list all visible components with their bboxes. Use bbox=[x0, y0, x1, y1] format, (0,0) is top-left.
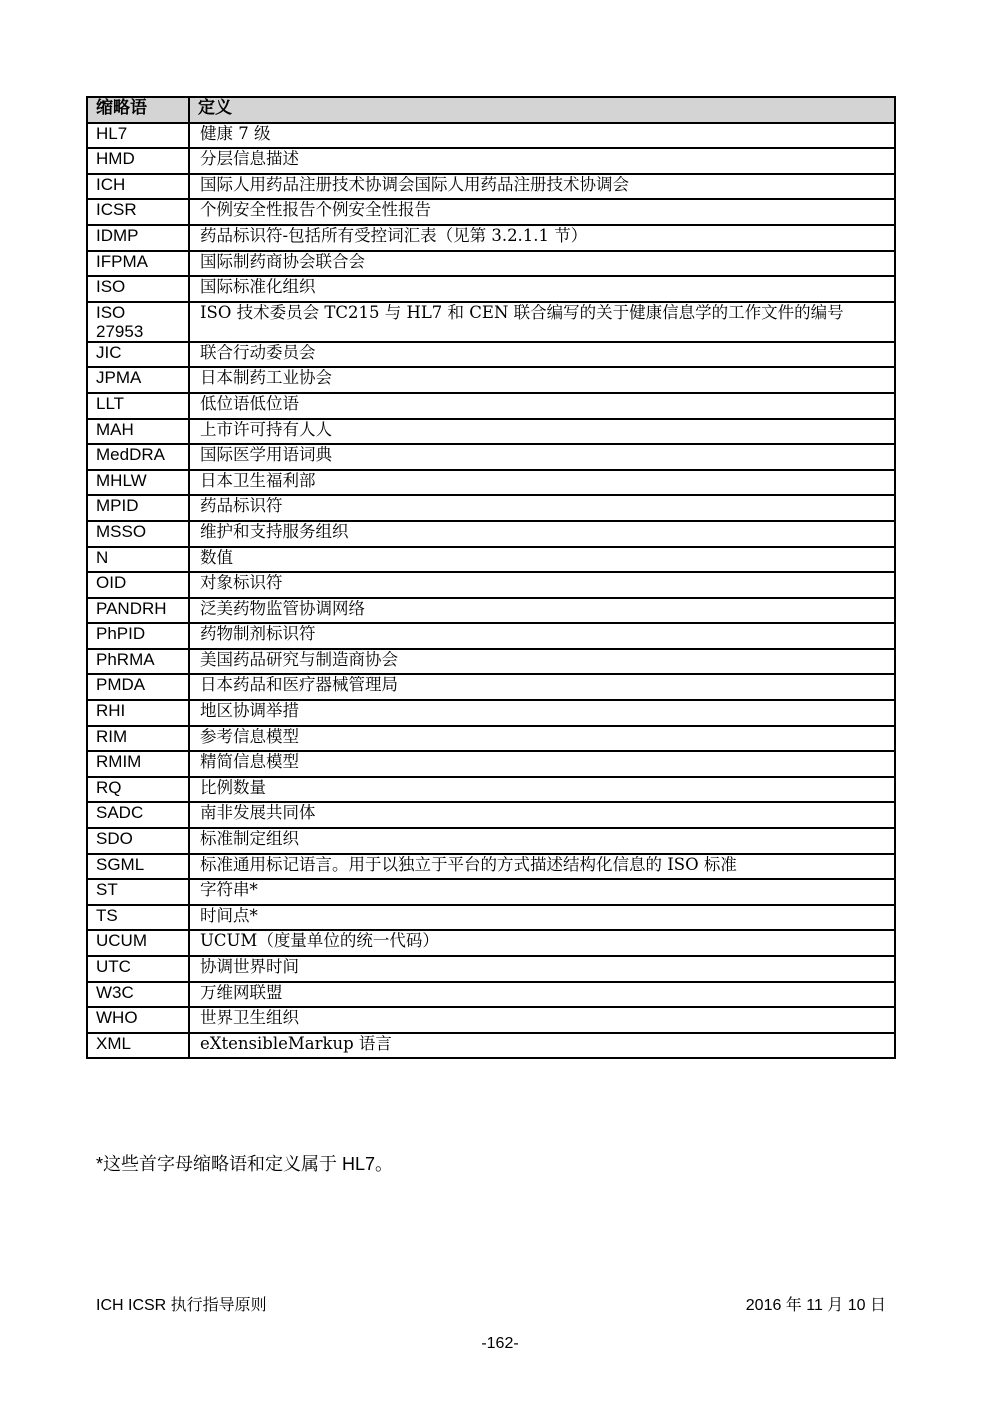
table-row bbox=[87, 700, 895, 726]
abbreviation-cell: PMDA bbox=[87, 674, 189, 700]
abbreviation-cell: ICH bbox=[87, 174, 189, 200]
definition-cell: 美国药品研究与制造商协会 bbox=[189, 649, 895, 675]
table-row bbox=[87, 521, 895, 547]
abbreviation-cell: XML bbox=[87, 1033, 189, 1059]
definition-cell: 协调世界时间 bbox=[189, 956, 895, 982]
definition-cell: 字符串* bbox=[189, 879, 895, 905]
definition-cell: 精简信息模型 bbox=[189, 751, 895, 777]
abbreviation-cell: TS bbox=[87, 905, 189, 931]
definition-cell: 日本制药工业协会 bbox=[189, 367, 895, 393]
table-row bbox=[87, 726, 895, 752]
definition-cell: ISO 技术委员会 TC215 与 HL7 和 CEN 联合编写的关于健康信息学的工作文件的编号 bbox=[189, 302, 895, 342]
page-number: -162- bbox=[481, 1335, 519, 1352]
abbreviation-cell: HMD bbox=[87, 148, 189, 174]
definition-cell: 世界卫生组织 bbox=[189, 1007, 895, 1033]
abbreviation-cell: IFPMA bbox=[87, 251, 189, 277]
definition-cell: UCUM（度量单位的统一代码） bbox=[189, 930, 895, 956]
definition-cell: 标准通用标记语言。用于以独立于平台的方式描述结构化信息的 ISO 标准 bbox=[189, 854, 895, 880]
abbreviation-cell: UTC bbox=[87, 956, 189, 982]
table-row bbox=[87, 623, 895, 649]
abbreviation-cell: MHLW bbox=[87, 470, 189, 496]
header-abbr: 缩略语 bbox=[87, 97, 189, 123]
definition-cell: 日本药品和医疗器械管理局 bbox=[189, 674, 895, 700]
abbreviation-cell: LLT bbox=[87, 393, 189, 419]
footnote: *这些首字母缩略语和定义属于 HL7。 bbox=[96, 1154, 394, 1174]
definition-cell: 泛美药物监管协调网络 bbox=[189, 598, 895, 624]
table-row bbox=[87, 777, 895, 803]
abbreviation-cell: SGML bbox=[87, 854, 189, 880]
definition-cell: 药品标识符 bbox=[189, 495, 895, 521]
table-row bbox=[87, 367, 895, 393]
abbreviation-cell: RQ bbox=[87, 777, 189, 803]
table-row bbox=[87, 174, 895, 200]
table-row bbox=[87, 547, 895, 573]
definition-cell: 时间点* bbox=[189, 905, 895, 931]
abbreviation-cell: HL7 bbox=[87, 123, 189, 149]
table-row bbox=[87, 342, 895, 368]
definition-cell: 国际制药商协会联合会 bbox=[189, 251, 895, 277]
abbreviation-cell: MSSO bbox=[87, 521, 189, 547]
table-row bbox=[87, 225, 895, 251]
abbreviation-cell: RIM bbox=[87, 726, 189, 752]
definition-cell: 联合行动委员会 bbox=[189, 342, 895, 368]
table-row bbox=[87, 470, 895, 496]
table-row bbox=[87, 148, 895, 174]
abbreviation-cell: JPMA bbox=[87, 367, 189, 393]
definition-cell: 国际医学用语词典 bbox=[189, 444, 895, 470]
abbreviation-cell: RHI bbox=[87, 700, 189, 726]
definition-cell: 比例数量 bbox=[189, 777, 895, 803]
abbreviation-cell: PANDRH bbox=[87, 598, 189, 624]
table-row bbox=[87, 1007, 895, 1033]
table-row bbox=[87, 854, 895, 880]
abbreviation-cell: PhRMA bbox=[87, 649, 189, 675]
table-row bbox=[87, 930, 895, 956]
definition-cell: 南非发展共同体 bbox=[189, 802, 895, 828]
definition-cell: 标准制定组织 bbox=[189, 828, 895, 854]
abbreviation-cell: WHO bbox=[87, 1007, 189, 1033]
abbreviation-cell: IDMP bbox=[87, 225, 189, 251]
definition-cell: eXtensibleMarkup 语言 bbox=[189, 1033, 895, 1059]
table-row bbox=[87, 905, 895, 931]
footer-date: 2016 年 11 月 10 日 bbox=[745, 1297, 886, 1314]
definition-cell: 日本卫生福利部 bbox=[189, 470, 895, 496]
table-row bbox=[87, 649, 895, 675]
table-row bbox=[87, 302, 895, 342]
abbreviation-cell: N bbox=[87, 547, 189, 573]
abbreviation-cell: PhPID bbox=[87, 623, 189, 649]
definition-cell: 对象标识符 bbox=[189, 572, 895, 598]
abbreviation-cell: ISO 27953 bbox=[87, 302, 189, 342]
definition-cell: 国际标准化组织 bbox=[189, 276, 895, 302]
table-row bbox=[87, 674, 895, 700]
abbreviation-cell: JIC bbox=[87, 342, 189, 368]
table-body bbox=[87, 123, 895, 1059]
definition-cell: 个例安全性报告个例安全性报告 bbox=[189, 199, 895, 225]
definition-cell: 药品标识符-包括所有受控词汇表（见第 3.2.1.1 节） bbox=[189, 225, 895, 251]
abbreviation-cell: MedDRA bbox=[87, 444, 189, 470]
table-row bbox=[87, 982, 895, 1008]
abbreviation-cell: MPID bbox=[87, 495, 189, 521]
table-row bbox=[87, 828, 895, 854]
table-row bbox=[87, 276, 895, 302]
abbreviation-cell: SADC bbox=[87, 802, 189, 828]
definition-cell: 健康 7 级 bbox=[189, 123, 895, 149]
table-header-row bbox=[87, 97, 895, 123]
table-row bbox=[87, 199, 895, 225]
definition-cell: 分层信息描述 bbox=[189, 148, 895, 174]
table-row bbox=[87, 956, 895, 982]
abbreviation-table bbox=[86, 96, 896, 1059]
definition-cell: 参考信息模型 bbox=[189, 726, 895, 752]
table-row bbox=[87, 879, 895, 905]
table-row bbox=[87, 123, 895, 149]
abbreviation-cell: MAH bbox=[87, 419, 189, 445]
definition-cell: 上市许可持有人人 bbox=[189, 419, 895, 445]
definition-cell: 万维网联盟 bbox=[189, 982, 895, 1008]
table-row bbox=[87, 751, 895, 777]
footer-document-title: ICH ICSR 执行指导原则 bbox=[96, 1297, 267, 1314]
table-row bbox=[87, 572, 895, 598]
table-row bbox=[87, 802, 895, 828]
abbreviation-cell: ICSR bbox=[87, 199, 189, 225]
table-row bbox=[87, 495, 895, 521]
definition-cell: 低位语低位语 bbox=[189, 393, 895, 419]
abbreviation-cell: OID bbox=[87, 572, 189, 598]
abbreviation-cell: ISO bbox=[87, 276, 189, 302]
table-row bbox=[87, 393, 895, 419]
table-row bbox=[87, 1033, 895, 1059]
abbreviation-cell: W3C bbox=[87, 982, 189, 1008]
header-definition: 定义 bbox=[189, 97, 895, 123]
table-row bbox=[87, 444, 895, 470]
abbreviation-cell: RMIM bbox=[87, 751, 189, 777]
definition-cell: 国际人用药品注册技术协调会国际人用药品注册技术协调会 bbox=[189, 174, 895, 200]
table-row bbox=[87, 419, 895, 445]
abbreviation-cell: UCUM bbox=[87, 930, 189, 956]
abbreviation-cell: ST bbox=[87, 879, 189, 905]
abbreviation-cell: SDO bbox=[87, 828, 189, 854]
definition-cell: 数值 bbox=[189, 547, 895, 573]
definition-cell: 地区协调举措 bbox=[189, 700, 895, 726]
table-row bbox=[87, 598, 895, 624]
table-row bbox=[87, 251, 895, 277]
definition-cell: 药物制剂标识符 bbox=[189, 623, 895, 649]
definition-cell: 维护和支持服务组织 bbox=[189, 521, 895, 547]
